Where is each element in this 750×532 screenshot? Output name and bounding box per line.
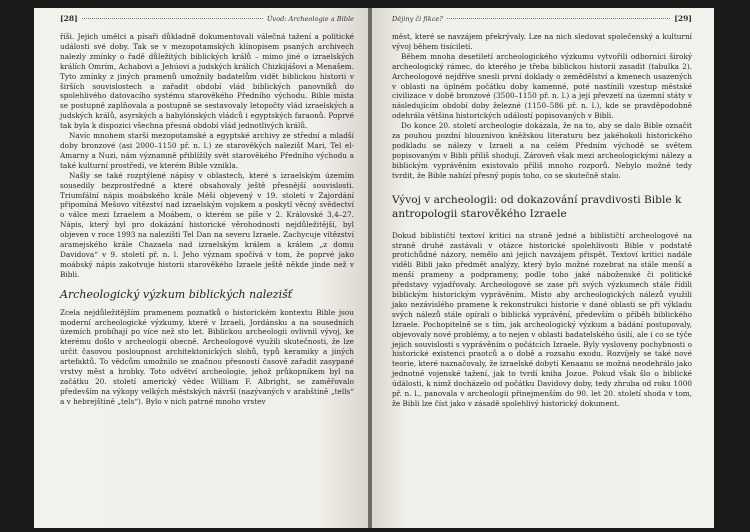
section-heading: Vývoj v archeologii: od dokazování pravdivosti Bible k antropologii starověkého Izraele: [392, 193, 682, 220]
running-title: Úvod: Archeologie a Bible: [266, 15, 354, 23]
section-heading: Archeologický výzkum biblických nalezišť: [60, 287, 293, 301]
paragraph: Našly se také rozptýlené nápisy v oblastech, které s izraelským územím sousedily bezprostředně a které obsahovaly ještě přesnější souvislosti. Triumfální nápis moábského krále Méši objevený v 19. století v Zajordání připomíná Mešovo vítězství nad izraelským vojskem a poskytl věcný svědectví o válce mezi Izraelem a Moábem, o kterém se píše v 2. Královské 3,4–27. Nápis, který byl pro dokázání historické věrohodnosti nejdůležitější, byl objeven v roce 1993 na nalezišti Tel Dan na severu Izraele. Zachycuje vítězství aramejského krále Chazaela nad izraelským králem a králem „z domu Davidova“ v 9. století př. n. l. Jeho význam spočívá v tom, že poprvé jako moábský nápis zakotvuje historii starověkého Izraele ještě někde jinde než v Bibli.: [60, 170, 354, 279]
paragraph: říši. Jejich umělci a písaři důkladně dokumentovali válečná tažení a politické události své doby. Tak se v mezopotamských klínopisem psaných archivech nalezly zmínky o řadě důležitých biblických králů – mimo jiné o izraelských králích Omrím, Achabovi a Jehúovi a judských králích Chizkijášovi a Menašem. Tyto zmínky z jiných pramenů umožnily badatelům vidět biblickou historii v širších souvislostech a zařadit období vlád biblických panovníků do spolehlivého datovacího systému starověkého Předního východu. Bible místa se postupně zaplňovala a postupně se sestavovaly letopočty vlád izraelských a judských králů, asyrských a babylónských vládců i egyptských faraonů. Poprvé tak byla k dispozici všechna přesná období vlád jednotlivých králů.: [60, 32, 354, 131]
paragraph: Zcela nejdůležitějším pramenem poznatků o historickém kontextu Bible jsou moderní archeologické výzkumy, které v Izraeli, Jordánsku a na sousedních územích probíhají po více než sto let. Biblickou archeologii ovlivnil vývoj, ke kterému došlo v archeologii obecně. Archeologové využili skutečnosti, že lze určit časovou posloupnost architektonických slohů, typů keramiky a jiných artefaktů. To vědcům umožnilo se značnou přesností časově zařadit zasypané vrstvy měst a hrobky. Toto odvětví archeologie, jehož průkopníkem byl na začátku 20. století americký vědec William F. Albright, se zaměřovalo především na výkopy velkých městských návrší (nazývaných v arabštině „tells“ a v hebrejštině „tels“). Bylo v nich patrné mnoho vrstev: [60, 307, 354, 406]
page-number: [29]: [674, 14, 692, 23]
left-page-header: [60, 14, 354, 23]
paragraph: měst, které se navzájem překrývaly. Lze na nich sledovat společenský a kulturní vývoj během tisíciletí.: [392, 32, 692, 51]
paragraph: Navíc mnohem starší mezopotamské a egyptské archivy ze střední a mladší doby bronzové (asi 2000–1150 př. n. l.) ze starověkých nalezišť Mari, Tel el-Amarny a Nuzi, nám významně přiblížily svět starověkého Předního východu a také kulturní prostředí, ve kterém Bible vznikla.: [60, 131, 354, 170]
header-dot-leader: [447, 18, 670, 19]
left-page: [34, 8, 369, 528]
running-title: Dějiny či fikce?: [392, 15, 443, 23]
paragraph: Během mnoha desetiletí archeologického výzkumu vytvořili odborníci široký archeologický rámec, do kterého je třeba biblickou historii zasadit (tabulka 2). Archeologové nejdříve snesli první doklady o zemědělství a kmenech usazených v oblasti na úplném počátku doby kamenné, poté nastínili vzestup městské civilizace v době bronzové (3500–1150 př. n. l.) a její převzetí na územní státy v následujícím období doby železné (1150–586 př. n. l.), kde se pravděpodobně odehrála většina historických událostí popisovaných v Bibli.: [392, 51, 692, 121]
right-page: [372, 8, 714, 528]
right-page-header: [392, 14, 692, 23]
paragraph: Dokud biblističtí textoví kritici na straně jedné a biblističtí archeologové na straně druhé zastávali v otázce historické spolehlivosti Bible v podstatě protichůdné názory, nemělo ani jejich navzájem přispět. Textoví kritici nadále viděli Bibli jako předmět analýzy, který bylo možné rozebrat na stále menší a menší prameny a podprameny, podle toho jaké náboženské či politické představy vyjadřovaly. Archeologové se zase při svých výzkumech stále řídili biblickým historickým vyprávěním. Místo aby archeologických nálezů využili jako nezávislého pramene k rekonstrukci historie v dané oblasti se při výkladu svých nálezů stále opírali o biblická vyprávění, především o příběh biblického Izraele. Pochopitelně se s tím, jak archeologický výzkum a bádání postupovaly, objevovaly nové problémy, a to nejen v oblasti badatelského úsilí, ale i co se týče jejich souvislosti s vyprávěním o počátcích Izraele. Byly vysloveny pochybnosti o historické existenci praotců a o době a rozsahu exodu. Rozvíjely se také nové teorie, které naznačovaly, že izraelské dobytí Kenaanu se možná neodehrálo jako jednotné vojenské tažení, jak to tvrdí kniha Jozue. Pokud však šlo o biblické údálosti, k nimž docházelo od počátku Davidovy doby, tedy zhruba od roku 1000 př. n. l., panovala v archeologii přinejmenším do 90. let 20. století shoda v tom, že Bibli lze číst jako v zásadě spolehlivý historický dokument.: [392, 230, 692, 408]
paragraph: Do konce 20. století archeologie dokázala, že na to, aby se dalo Bible označit za pouhou pozdní blouznivou kněžskou literaturu bez jakéhokoli historického podkladu se nálezy v Izraeli a na celém Předním východě se světem popisovaným v Bibli příliš shodují. Zároveň však mezi archeologickými nálezy a biblickým vyprávěním existovalo příliš mnoho rozporů. Nebylo možné tedy tvrdit, že Bible nabízí přesný popis toho, co se skutečně stalo.: [392, 121, 692, 180]
header-dot-leader: [82, 18, 263, 19]
page-number: [28]: [60, 14, 78, 23]
